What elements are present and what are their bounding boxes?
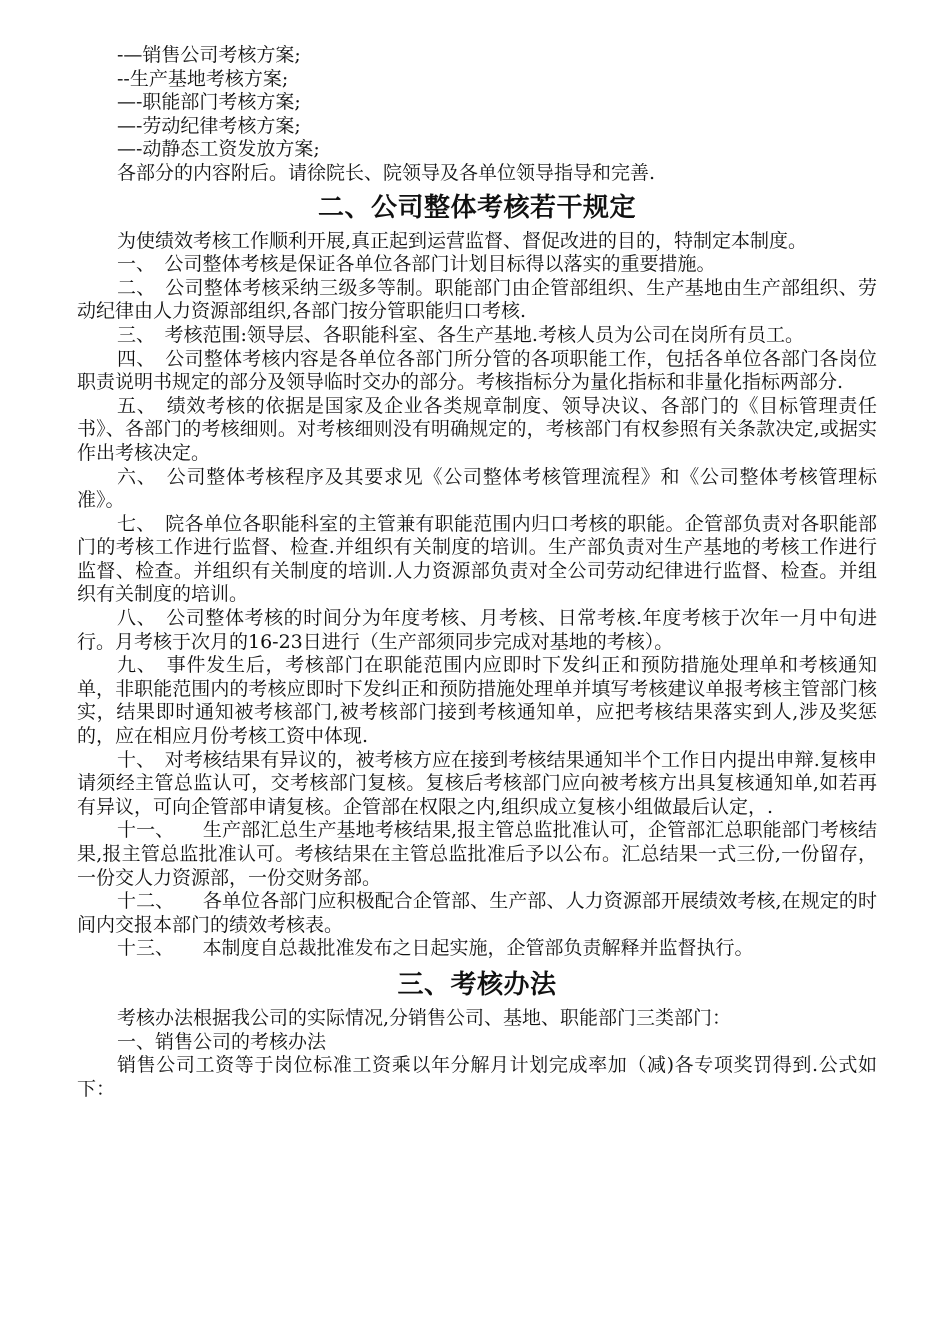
intro-item-functional: —-职能部门考核方案; (117, 91, 301, 114)
section-2-body (77, 230, 877, 961)
rule-10: 十、 对考核结果有异议的，被考核方应在接到考核结果通知半个工作日内提出申辩.复核申请须经主管总监认可，交考核部门复核。复核后考核部门应向被考核方出具复核通知单,如若再有异议，可向企管部申请复核。企管部在权限之内,组织成立复核小组做最后认定，. (77, 748, 877, 818)
section-2-preamble: 为使绩效考核工作顺利开展,真正起到运营监督、督促改进的目的，特制定本制度。 (117, 229, 808, 252)
rule-9: 九、 事件发生后，考核部门在职能范围内应即时下发纠正和预防措施处理单和考核通知单，非职能范围内的考核应即时下发纠正和预防措施处理单并填写考核建议单报考核主管部门核实，结果即时通知被考核部门,被考核部门接到考核通知单，应把考核结果落实到人,涉及奖惩的，应在相应月份考核工资中体现. (77, 654, 877, 748)
rule-8: 八、 公司整体考核的时间分为年度考核、月考核、日常考核.年度考核于次年一月中旬进行。月考核于次月的16-23日进行（生产部须同步完成对基地的考核）。 (77, 607, 877, 653)
rule-3: 三、 考核范围:领导层、各职能科室、各生产基地.考核人员为公司在岗所有员工。 (117, 323, 804, 346)
section-3-intro: 考核办法根据我公司的实际情况,分销售公司、基地、职能部门三类部门： (117, 1006, 732, 1029)
intro-item-sales: -—销售公司考核方案; (117, 44, 301, 66)
sales-method-subheading: 一、销售公司的考核办法 (117, 1030, 327, 1053)
rule-11: 十一、 生产部汇总生产基地考核结果,报主管总监批准认可，企管部汇总职能部门考核结果,报主管总监批准认可。考核结果在主管总监批准后予以公布。汇总结果一式三份,一份留存，一份交人力资源部，一份交财务部。 (77, 819, 877, 889)
intro-item-discipline: —-劳动纪律考核方案; (117, 114, 301, 137)
rule-1: 一、 公司整体考核是保证各单位各部门计划目标得以落实的重要措施。 (117, 253, 716, 276)
intro-item-base: --生产基地考核方案; (117, 67, 289, 90)
rule-2: 二、 公司整体考核采纳三级多等制。职能部门由企管部组织、生产基地由生产部组织、劳动纪律由人力资源部组织,各部门按分管职能归口考核. (77, 276, 877, 323)
rule-5: 五、 绩效考核的依据是国家及企业各类规章制度、领导决议、各部门的《目标管理责任书》、各部门的考核细则。对考核细则没有明确规定的，考核部门有权参照有关条款决定,或据实作出考核决定。 (77, 394, 877, 464)
rule-12: 十二、 各单位各部门应积极配合企管部、生产部、人力资源部开展绩效考核,在规定的时间内交报本部门的绩效考核表。 (77, 890, 877, 936)
section-3-heading: 三、考核办法 (397, 969, 557, 1000)
section-2-heading: 二、公司整体考核若干规定 (317, 192, 636, 223)
rule-7: 七、 院各单位各职能科室的主管兼有职能范围内归口考核的职能。企管部负责对各职能部门的考核工作进行监督、检查.并组织有关制度的培训。生产部负责对生产基地的考核工作进行监督、检查。并组织有关制度的培训.人力资源部负责对全公司劳动纪律进行监督、检查。并组织有关制度的培训。 (77, 512, 877, 606)
intro-item-salary: —-动静态工资发放方案; (117, 138, 320, 161)
intro-closing-note: 各部分的内容附后。请徐院长、院领导及各单位领导指导和完善. (117, 161, 656, 184)
rule-13: 十三、 本制度自总裁批准发布之日起实施，企管部负责解释并监督执行。 (117, 937, 754, 960)
document-body (77, 44, 877, 1101)
intro-list (77, 44, 877, 186)
rule-6: 六、 公司整体考核程序及其要求见《公司整体考核管理流程》和《公司整体考核管理标准》。 (77, 465, 877, 512)
sales-salary-formula-intro: 销售公司工资等于岗位标准工资乘以年分解月计划完成率加（减)各专项奖罚得到.公式如下： (77, 1054, 877, 1100)
section-3-body (77, 1007, 877, 1101)
rule-4: 四、 公司整体考核内容是各单位各部门所分管的各项职能工作，包括各单位各部门各岗位职责说明书规定的部分及领导临时交办的部分。考核指标分为量化指标和非量化指标两部分. (77, 347, 877, 394)
